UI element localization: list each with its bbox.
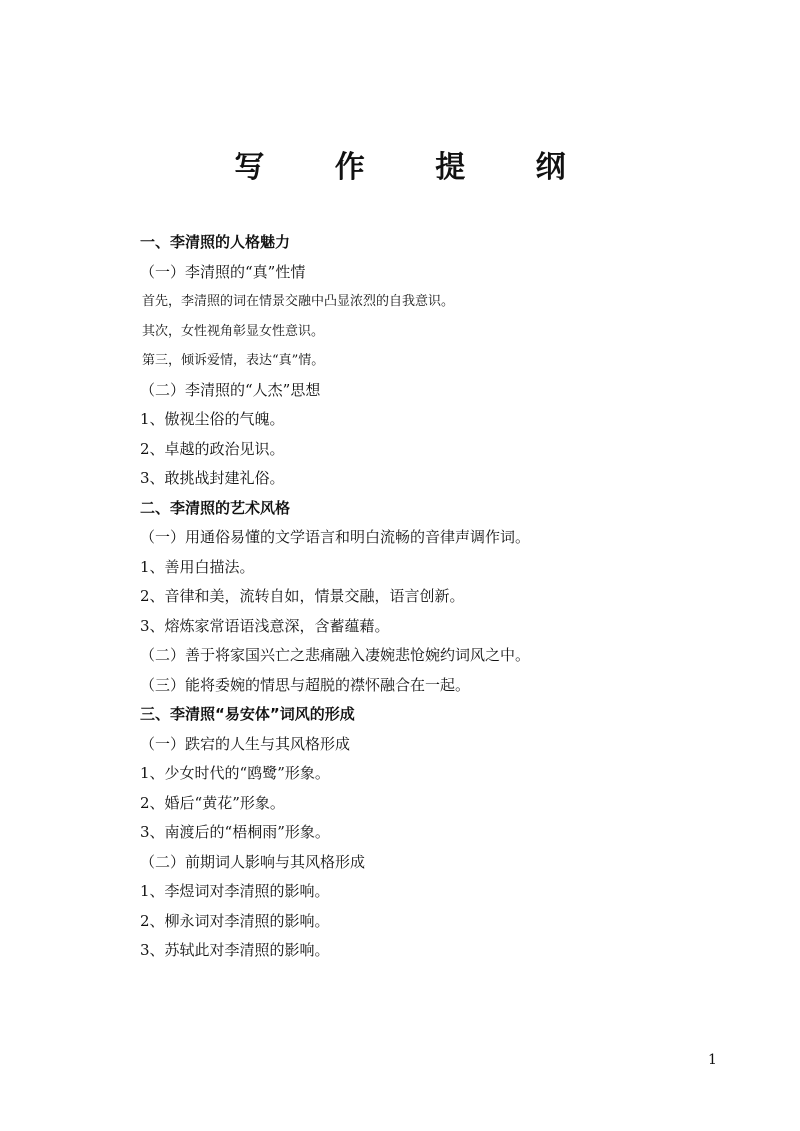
subsection-heading: （二）李清照的“人杰”思想 xyxy=(140,380,321,399)
outline-item: 2、婚后“黄花”形象。 xyxy=(140,793,285,812)
outline-item: 3、苏轼此对李清照的影响。 xyxy=(140,941,330,959)
outline-item: 1、少女时代的“鸥鹭”形象。 xyxy=(140,764,330,782)
page-title: 写 作 提 纲 xyxy=(234,150,596,185)
subsection-heading: （一）跌宕的人生与其风格形成 xyxy=(140,734,351,753)
outline-item: 3、熔炼家常语语浅意深，含蓄蕴藉。 xyxy=(140,616,390,635)
outline xyxy=(140,228,740,966)
outline-item: 1、善用白描法。 xyxy=(140,557,255,576)
outline-item: 2、柳永词对李清照的影响。 xyxy=(140,911,330,930)
section-heading: 三、李清照“易安体”词风的形成 xyxy=(140,705,355,723)
outline-item: 3、南渡后的“梧桐雨”形象。 xyxy=(140,823,330,841)
subsection-heading: （二）前期词人影响与其风格形成 xyxy=(140,852,366,871)
outline-item: 3、敢挑战封建礼俗。 xyxy=(140,469,285,487)
section-heading: 二、李清照的艺术风格 xyxy=(140,498,291,517)
outline-item: 1、傲视尘俗的气魄。 xyxy=(140,410,285,428)
outline-item: 2、音律和美，流转自如，情景交融，语言创新。 xyxy=(140,587,465,605)
section-heading: 一、李清照的人格魅力 xyxy=(140,233,291,251)
outline-item: 1、李煜词对李清照的影响。 xyxy=(140,882,330,900)
subsection-heading: （一）用通俗易懂的文学语言和明白流畅的音律声调作词。 xyxy=(140,528,531,546)
subsection-heading: （三）能将委婉的情思与超脱的襟怀融合在一起。 xyxy=(140,675,471,694)
outline-point: 其次，女性视角彰显女性意识。 xyxy=(142,323,325,339)
page-number: 1 xyxy=(708,1052,717,1068)
subsection-heading: （一）李清照的“真”性情 xyxy=(140,262,306,281)
outline-item: 2、卓越的政治见识。 xyxy=(140,439,285,458)
outline-point: 首先，李清照的词在情景交融中凸显浓烈的自我意识。 xyxy=(142,294,455,309)
subsection-heading: （二）善于将家国兴亡之悲痛融入凄婉悲怆婉约词风之中。 xyxy=(140,646,531,664)
outline-point: 第三，倾诉爱情，表达“真”情。 xyxy=(142,353,325,368)
